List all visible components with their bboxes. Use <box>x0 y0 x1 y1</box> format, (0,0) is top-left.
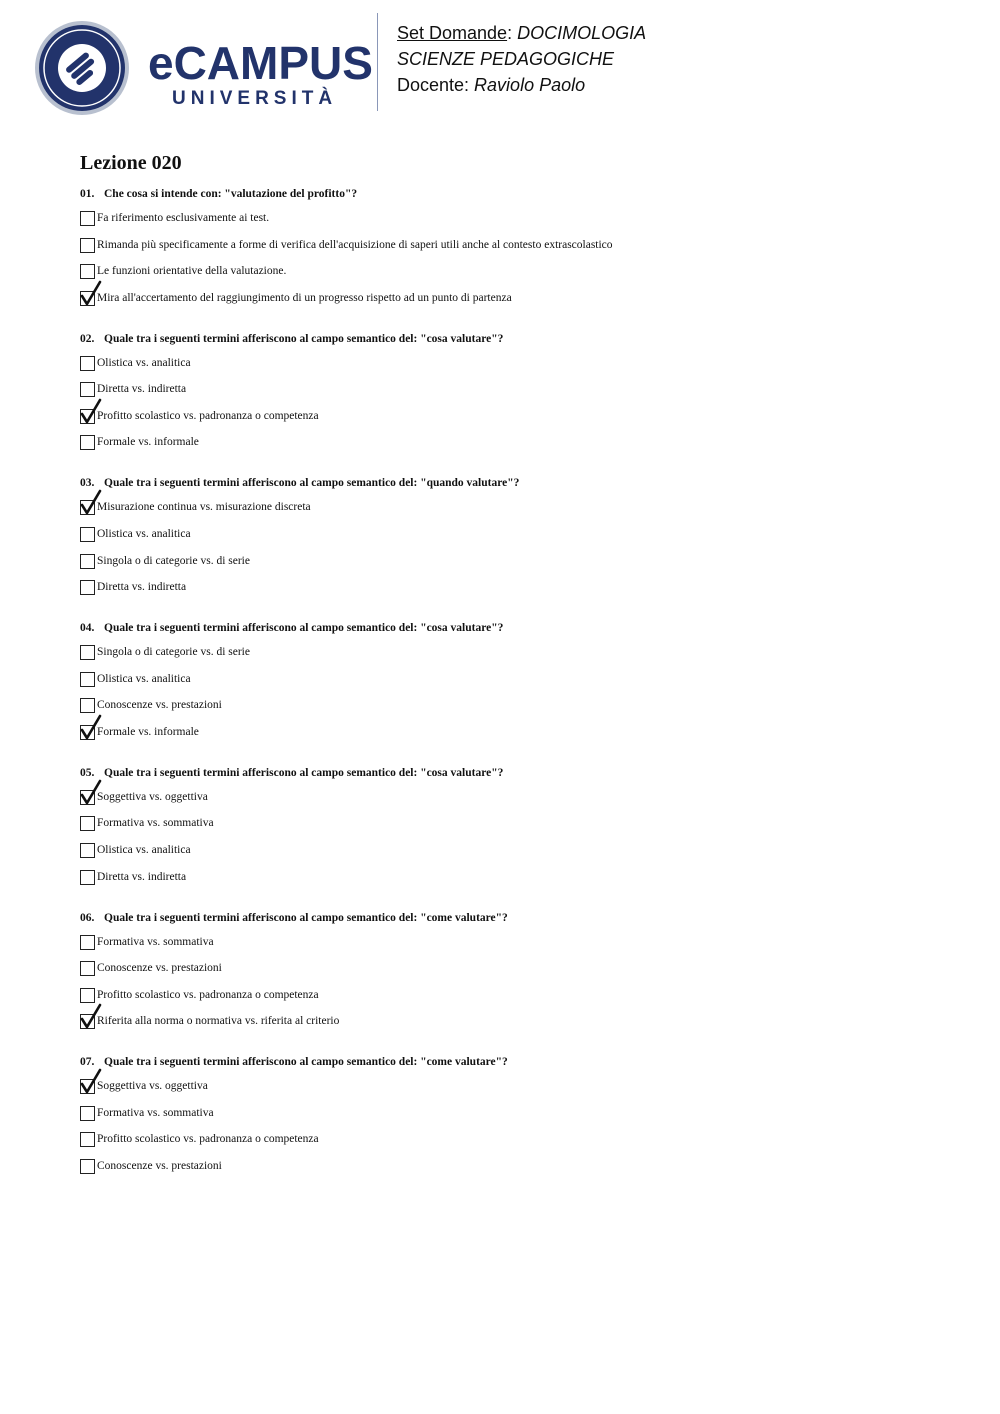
checkbox[interactable] <box>80 1132 95 1147</box>
option-label: Profitto scolastico vs. padronanza o competenza <box>97 988 319 1001</box>
checkbox[interactable] <box>80 580 95 595</box>
answer-option[interactable] <box>80 498 940 525</box>
checkbox[interactable] <box>80 645 95 660</box>
option-label: Mira all'accertamento del raggiungimento di un progresso rispetto ad un punto di partenza <box>97 291 512 304</box>
teacher-name: Raviolo Paolo <box>474 75 586 95</box>
option-label: Fa riferimento esclusivamente ai test. <box>97 212 270 224</box>
question-block <box>80 184 940 315</box>
question-prompt: Quale tra i seguenti termini afferiscono al campo semantico del: "cosa valutare"? <box>104 766 504 779</box>
checkbox[interactable] <box>80 843 95 858</box>
question-block <box>80 1052 940 1183</box>
page-header <box>0 0 1000 130</box>
lesson-title: Lezione 020 <box>80 152 182 174</box>
question-number: 04. <box>80 622 95 635</box>
answer-option[interactable] <box>80 1157 940 1184</box>
answer-option[interactable] <box>80 814 940 841</box>
answer-option[interactable] <box>80 670 940 697</box>
answer-option[interactable] <box>80 959 940 986</box>
answer-option[interactable] <box>80 841 940 868</box>
header-info <box>397 20 646 98</box>
header-divider <box>377 13 378 111</box>
question-number: 02. <box>80 332 95 345</box>
ecampus-wordmark <box>148 37 373 110</box>
option-label: Rimanda più specificamente a forme di verifica dell'acquisizione di saperi utili anche al contesto extrascolastico <box>97 238 613 251</box>
question-block <box>80 763 940 894</box>
answer-option[interactable] <box>80 1077 940 1104</box>
question-text <box>80 473 940 493</box>
answer-option[interactable] <box>80 578 940 605</box>
checkbox[interactable] <box>80 1159 95 1174</box>
answer-option[interactable] <box>80 643 940 670</box>
teacher-line <box>397 72 646 98</box>
answer-option[interactable] <box>80 354 940 381</box>
checkbox[interactable] <box>80 554 95 569</box>
option-label: Olistica vs. analitica <box>97 356 191 369</box>
logo-sub-text: UNIVERSITÀ <box>172 88 338 109</box>
question-block <box>80 908 940 1039</box>
question-prompt: Quale tra i seguenti termini afferiscono al campo semantico del: "cosa valutare"? <box>104 622 504 635</box>
option-label: Formativa vs. sommativa <box>97 1106 214 1119</box>
answer-option[interactable] <box>80 525 940 552</box>
checkbox[interactable] <box>80 672 95 687</box>
question-prompt: Quale tra i seguenti termini afferiscono al campo semantico del: "come valutare"? <box>104 1056 508 1069</box>
question-number: 03. <box>80 477 95 490</box>
option-label: Diretta vs. indiretta <box>97 581 187 594</box>
checkbox[interactable] <box>80 382 95 397</box>
checkbox[interactable] <box>80 211 95 226</box>
option-label: Soggettiva vs. oggettiva <box>97 1080 208 1093</box>
question-text <box>80 763 940 783</box>
checkbox[interactable] <box>80 527 95 542</box>
option-label: Diretta vs. indiretta <box>97 870 187 883</box>
question-text <box>80 908 940 928</box>
set-label: Set Domande <box>397 23 508 43</box>
teacher-label: Docente: <box>397 75 475 95</box>
answer-option[interactable] <box>80 723 940 750</box>
option-label: Olistica vs. analitica <box>97 843 191 856</box>
question-text <box>80 1052 940 1072</box>
question-block <box>80 329 940 460</box>
answer-option[interactable] <box>80 1012 940 1039</box>
question-number: 07. <box>80 1056 95 1069</box>
question-text <box>80 184 940 204</box>
program-name: SCIENZE PEDAGOGICHE <box>397 49 615 69</box>
ecampus-seal-logo <box>34 20 130 116</box>
option-label: Profitto scolastico vs. padronanza o competenza <box>97 409 319 422</box>
checkbox[interactable] <box>80 870 95 885</box>
checkbox[interactable] <box>80 816 95 831</box>
answer-option[interactable] <box>80 209 940 236</box>
option-label: Conoscenze vs. prestazioni <box>97 962 222 975</box>
checkbox[interactable] <box>80 238 95 253</box>
option-label: Diretta vs. indiretta <box>97 383 187 396</box>
answer-option[interactable] <box>80 933 940 960</box>
answer-option[interactable] <box>80 289 940 316</box>
option-label: Formale vs. informale <box>97 436 199 449</box>
option-label: Riferita alla norma o normativa vs. riferita al criterio <box>97 1015 340 1028</box>
question-prompt: Quale tra i seguenti termini afferiscono al campo semantico del: "cosa valutare"? <box>104 332 504 345</box>
option-label: Profitto scolastico vs. padronanza o competenza <box>97 1133 319 1146</box>
course-name: DOCIMOLOGIA <box>517 23 647 43</box>
set-line <box>397 20 646 46</box>
answer-option[interactable] <box>80 433 940 460</box>
option-label: Misurazione continua vs. misurazione discreta <box>97 501 311 514</box>
set-separator: : <box>507 23 518 43</box>
question-block <box>80 618 940 749</box>
option-label: Singola o di categorie vs. di serie <box>97 554 250 567</box>
checkbox[interactable] <box>80 935 95 950</box>
option-label: Singola o di categorie vs. di serie <box>97 646 250 659</box>
answer-option[interactable] <box>80 407 940 434</box>
answer-option[interactable] <box>80 696 940 723</box>
answer-option[interactable] <box>80 552 940 579</box>
option-label: Le funzioni orientative della valutazione. <box>97 265 287 278</box>
answer-option[interactable] <box>80 1104 940 1131</box>
option-label: Formale vs. informale <box>97 725 199 738</box>
logo-brand-text: eCAMPUS <box>148 37 373 89</box>
question-number: 05. <box>80 766 95 779</box>
checkbox[interactable] <box>80 264 95 279</box>
answer-option[interactable] <box>80 1130 940 1157</box>
option-label: Formativa vs. sommativa <box>97 935 214 948</box>
question-number: 01. <box>80 188 95 200</box>
question-prompt: Che cosa si intende con: "valutazione del profitto"? <box>104 188 358 200</box>
option-label: Formativa vs. sommativa <box>97 817 214 830</box>
answer-option[interactable] <box>80 788 940 815</box>
answer-option[interactable] <box>80 262 940 289</box>
answer-option[interactable] <box>80 236 940 263</box>
question-number: 06. <box>80 911 95 924</box>
question-prompt: Quale tra i seguenti termini afferiscono al campo semantico del: "come valutare"? <box>104 911 508 924</box>
option-label: Olistica vs. analitica <box>97 527 191 540</box>
option-label: Conoscenze vs. prestazioni <box>97 1159 222 1172</box>
checkbox[interactable] <box>80 961 95 976</box>
checkbox[interactable] <box>80 435 95 450</box>
checkbox[interactable] <box>80 356 95 371</box>
answer-option[interactable] <box>80 380 940 407</box>
answer-option[interactable] <box>80 868 940 895</box>
checkbox[interactable] <box>80 1106 95 1121</box>
question-block <box>80 473 940 604</box>
option-label: Soggettiva vs. oggettiva <box>97 790 208 803</box>
checkbox[interactable] <box>80 698 95 713</box>
answer-option[interactable] <box>80 986 940 1013</box>
question-text <box>80 618 940 638</box>
option-label: Olistica vs. analitica <box>97 672 191 685</box>
question-text <box>80 329 940 349</box>
question-prompt: Quale tra i seguenti termini afferiscono al campo semantico del: "quando valutare"? <box>104 477 520 490</box>
checkbox[interactable] <box>80 988 95 1003</box>
option-label: Conoscenze vs. prestazioni <box>97 699 222 712</box>
